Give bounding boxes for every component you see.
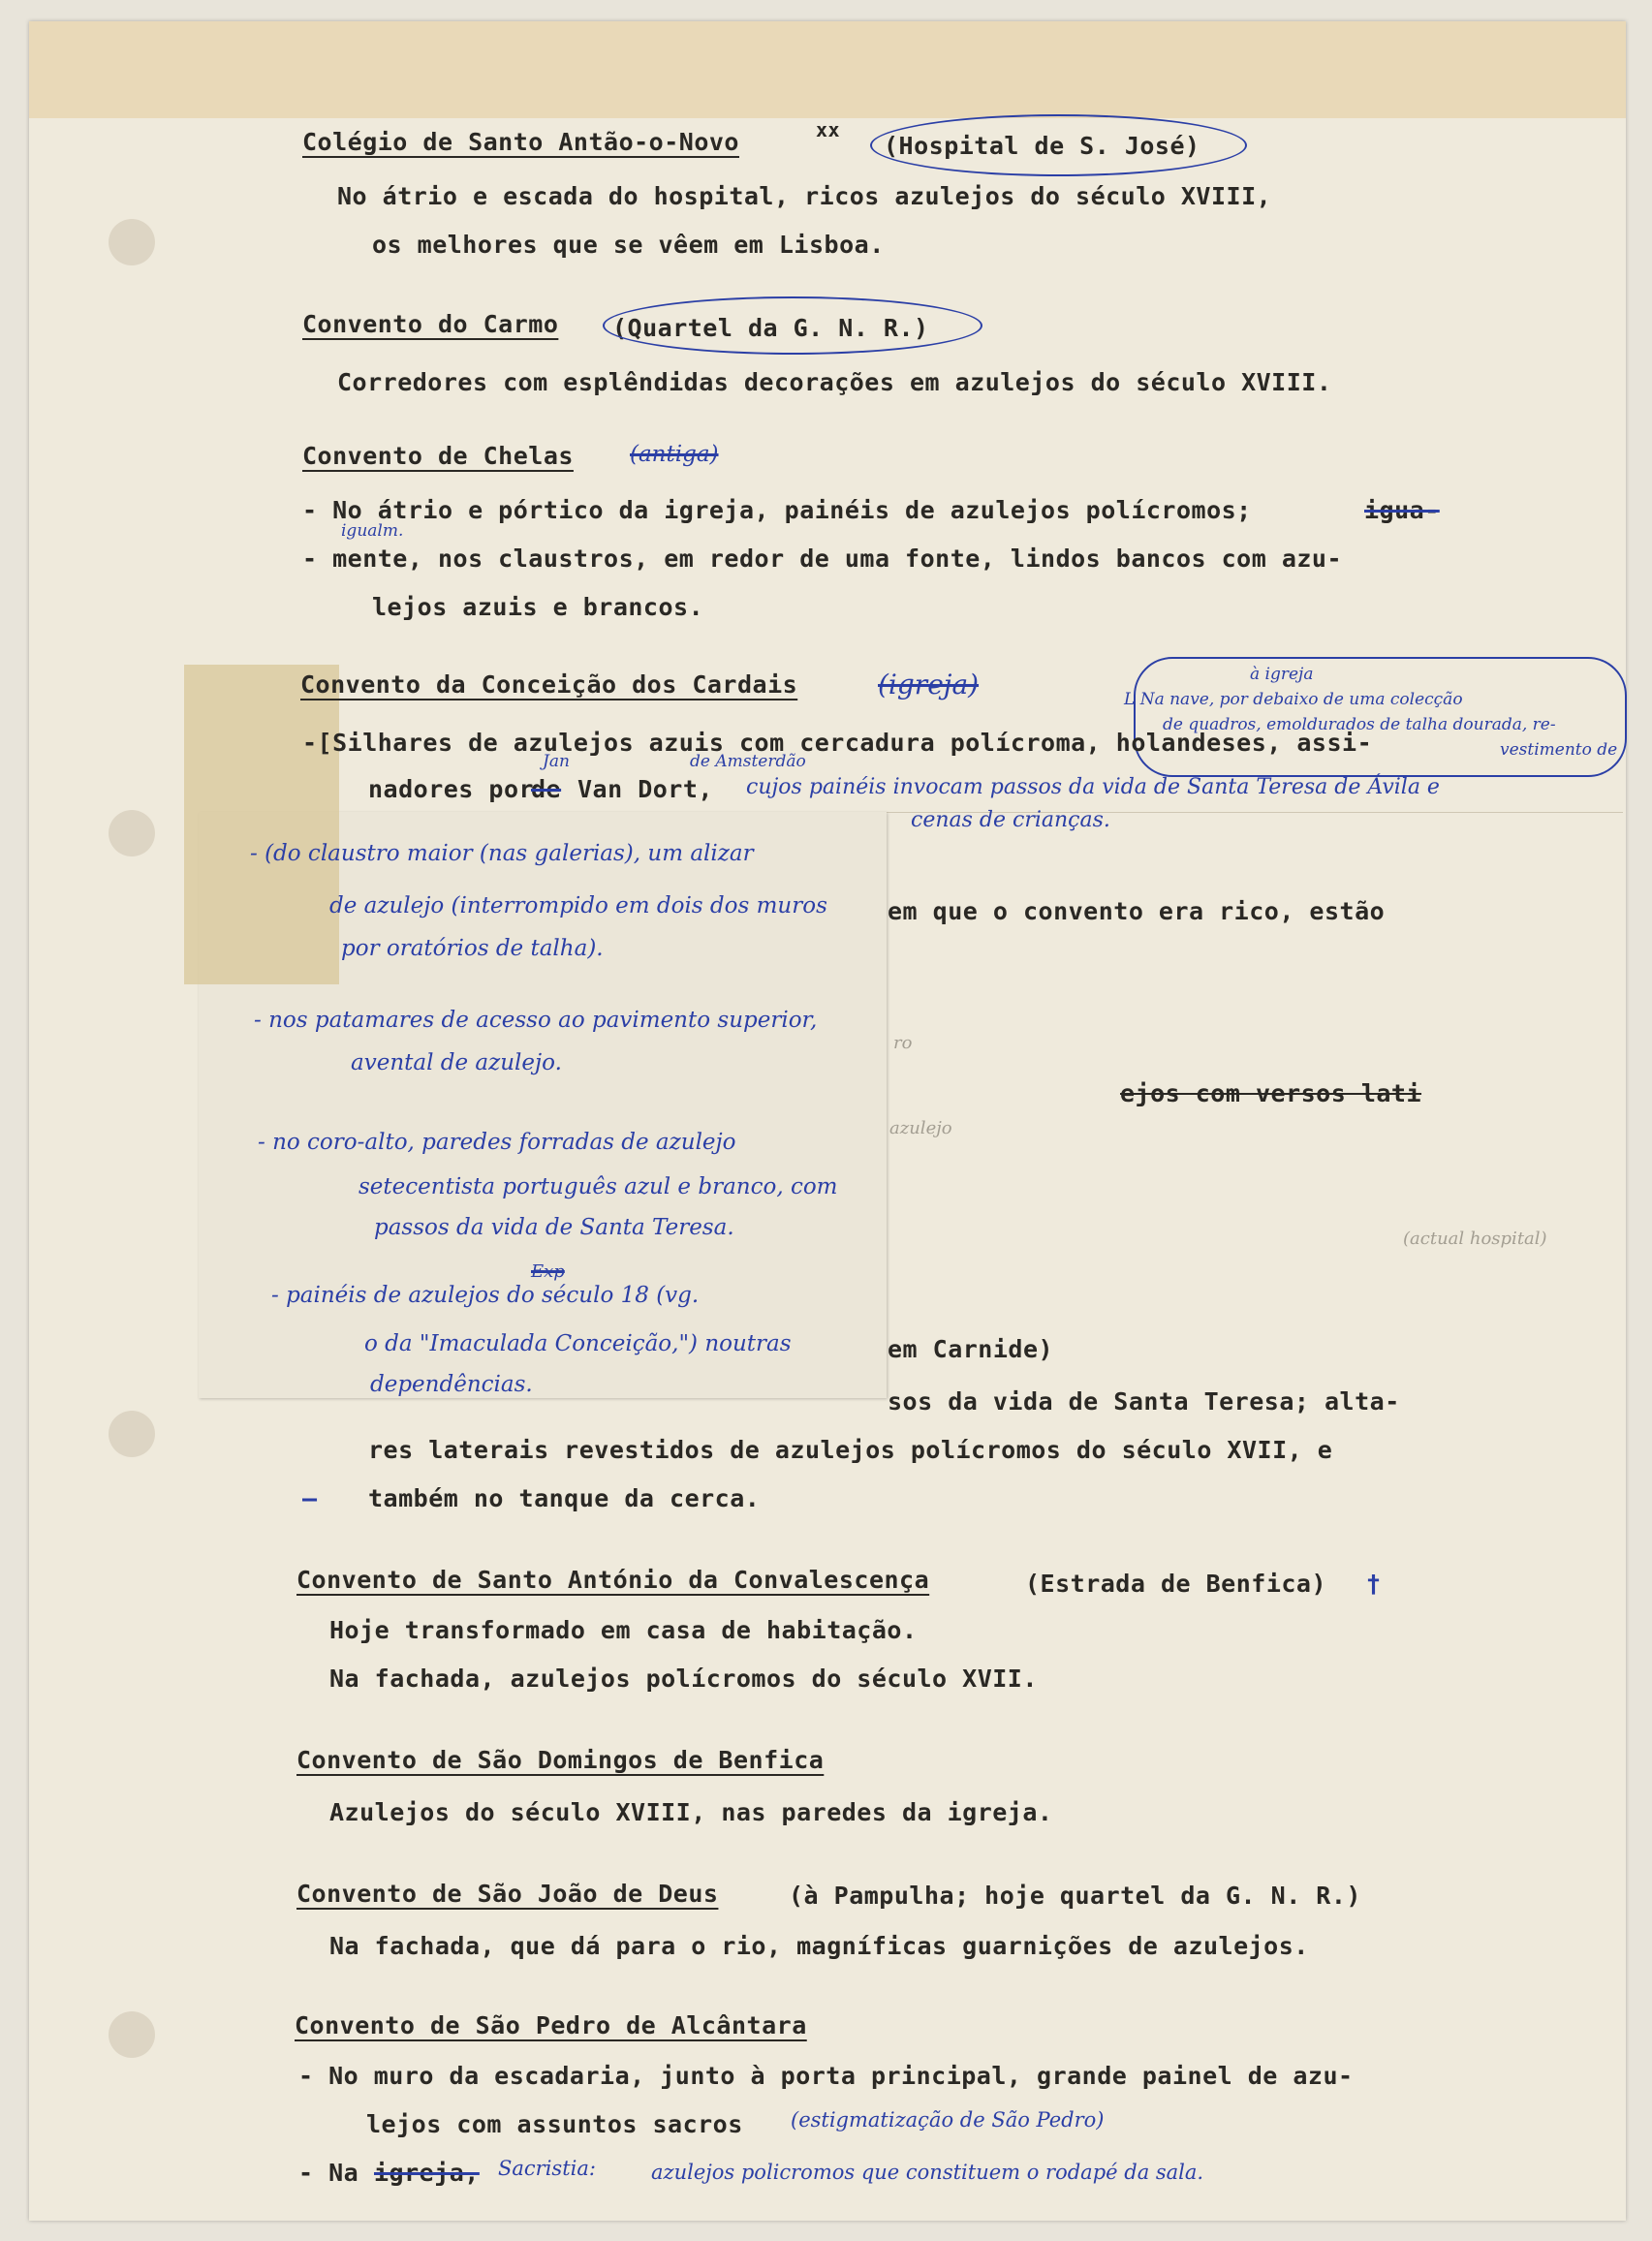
faint-handwriting: azulejo [889, 1118, 952, 1138]
handwritten-note: de quadros, emoldurados de talha dourada, re- [1163, 715, 1556, 734]
partial-typed-line: também no tanque da cerca. [368, 1484, 761, 1512]
partial-typed-line: sos da vida de Santa Teresa; alta- [888, 1387, 1400, 1416]
struck-word: igreja, [374, 2159, 480, 2187]
overlay-note-line: avental de azulejo. [351, 1050, 562, 1075]
ink-oval [1134, 657, 1627, 777]
punch-hole [109, 1411, 155, 1457]
handwritten-insert: azulejos policromos que constituem o rodapé da sala. [651, 2161, 1204, 2184]
heading-extra-benfica: (Estrada de Benfica) [1025, 1570, 1327, 1598]
overlay-note-line: - painéis de azulejos do século 18 (vg. [271, 1283, 700, 1308]
heading-colegio-santo-antao: Colégio de Santo Antão-o-Novo [302, 128, 739, 156]
dash-mark: — [302, 1484, 318, 1512]
entry-line: Hoje transformado em casa de habitação. [329, 1616, 918, 1644]
entry-line: - mente, nos claustros, em redor de uma fonte, lindos bancos com azu- [302, 545, 1343, 573]
entry-line: os melhores que se vêem em Lisboa. [372, 231, 885, 259]
ink-oval [870, 114, 1247, 176]
overlay-note-line: o da "Imaculada Conceição,") noutras [364, 1331, 792, 1356]
cross-mark: † [1366, 1570, 1382, 1598]
handwritten-insert: Sacristia: [498, 2157, 596, 2180]
partial-typed-line: res laterais revestidos de azulejos polícromos do século XVII, e [368, 1436, 1333, 1464]
handwritten-note: à igreja [1250, 665, 1314, 684]
entry-line: lejos azuis e brancos. [372, 593, 704, 621]
entry-line: Van Dort, [577, 775, 713, 803]
overlay-note-line: setecentista português azul e branco, com [358, 1174, 838, 1199]
entry-line: - No muro da escadaria, junto à porta principal, grande painel de azu- [298, 2062, 1354, 2090]
entry-line: Azulejos do século XVIII, nas paredes da igreja. [329, 1798, 1053, 1826]
punch-hole [109, 2011, 155, 2058]
punch-hole [109, 810, 155, 856]
entry-line: -[Silhares de azulejos azuis com cercadura polícroma, holandeses, assi- [302, 729, 1373, 757]
overlay-note-line: de azulejo (interrompido em dois dos muros [329, 893, 827, 918]
handwritten-note: L Na nave, por debaixo de uma colecção [1124, 690, 1463, 709]
faint-handwriting: (actual hospital) [1403, 1229, 1547, 1249]
entry-line: lejos com assuntos sacros [366, 2110, 743, 2138]
overlay-note-line: por oratórios de talha). [341, 936, 604, 961]
entry-line: No átrio e escada do hospital, ricos azulejos do século XVIII, [337, 182, 1272, 210]
entry-line: Na fachada, azulejos polícromos do século XVII. [329, 1665, 1038, 1693]
heading-convento-cardais: Convento da Conceição dos Cardais [300, 670, 798, 699]
handwritten-insert: de Amsterdão [690, 752, 806, 771]
entry-line: - No átrio e pórtico da igreja, painéis de azulejos polícromos; [302, 496, 1252, 524]
heading-convento-carmo: Convento do Carmo [302, 310, 559, 338]
heading-mark: xx [816, 118, 841, 141]
heading-extra-gnr: (Quartel da G. N. R.) [612, 314, 929, 342]
entry-line: Na fachada, que dá para o rio, magníficas guarnições de azulejos. [329, 1932, 1309, 1960]
handwritten-insert: igualm. [341, 521, 404, 541]
partial-typed-line: ejos com versos lati [1120, 1079, 1422, 1107]
heading-convento-sao-joao: Convento de São João de Deus [296, 1880, 719, 1908]
entry-line: nadores por [368, 775, 535, 803]
struck-annotation: (igreja) [878, 669, 980, 700]
partial-typed-line: em Carnide) [888, 1335, 1054, 1363]
adhesive-tape [184, 665, 339, 984]
overlay-note-line: - (do claustro maior (nas galerias), um alizar [250, 841, 754, 866]
heading-convento-sao-pedro: Convento de São Pedro de Alcântara [295, 2011, 807, 2039]
partial-typed-line: em que o convento era rico, estão [888, 897, 1386, 925]
heading-extra-hospital: (Hospital de S. José) [884, 132, 1200, 160]
handwritten-continuation: cujos painéis invocam passos da vida de Santa Teresa de Ávila e [746, 775, 1440, 799]
overlay-note-line: passos da vida de Santa Teresa. [374, 1215, 734, 1240]
overlay-note-line: dependências. [370, 1372, 533, 1397]
heading-extra-pampulha: (à Pampulha; hoje quartel da G. N. R.) [789, 1882, 1361, 1910]
handwritten-note: vestimento de [1500, 740, 1618, 760]
struck-word: igua- [1364, 496, 1440, 524]
top-paper-band [29, 21, 1626, 118]
struck-annotation: (antiga) [630, 442, 719, 467]
ink-oval [603, 296, 982, 355]
punch-hole [109, 219, 155, 265]
heading-convento-sao-domingos: Convento de São Domingos de Benfica [296, 1746, 825, 1774]
struck-word: Exp [531, 1261, 565, 1282]
struck-word: de [531, 775, 562, 803]
overlay-note-line: - no coro-alto, paredes forradas de azulejo [258, 1130, 736, 1155]
entry-line: - Na [298, 2159, 359, 2187]
entry-line: Corredores com esplêndidas decorações em azulejos do século XVIII. [337, 368, 1332, 396]
handwritten-continuation: cenas de crianças. [911, 808, 1110, 832]
heading-convento-convalescenca: Convento de Santo António da Convalescença [296, 1566, 930, 1594]
handwritten-insert: Jan [543, 752, 570, 771]
handwritten-insert: (estigmatização de São Pedro) [791, 2108, 1105, 2132]
faint-handwriting: ro [893, 1033, 913, 1053]
overlay-note-line: - nos patamares de acesso ao pavimento superior, [254, 1008, 818, 1033]
heading-convento-chelas: Convento de Chelas [302, 442, 574, 470]
